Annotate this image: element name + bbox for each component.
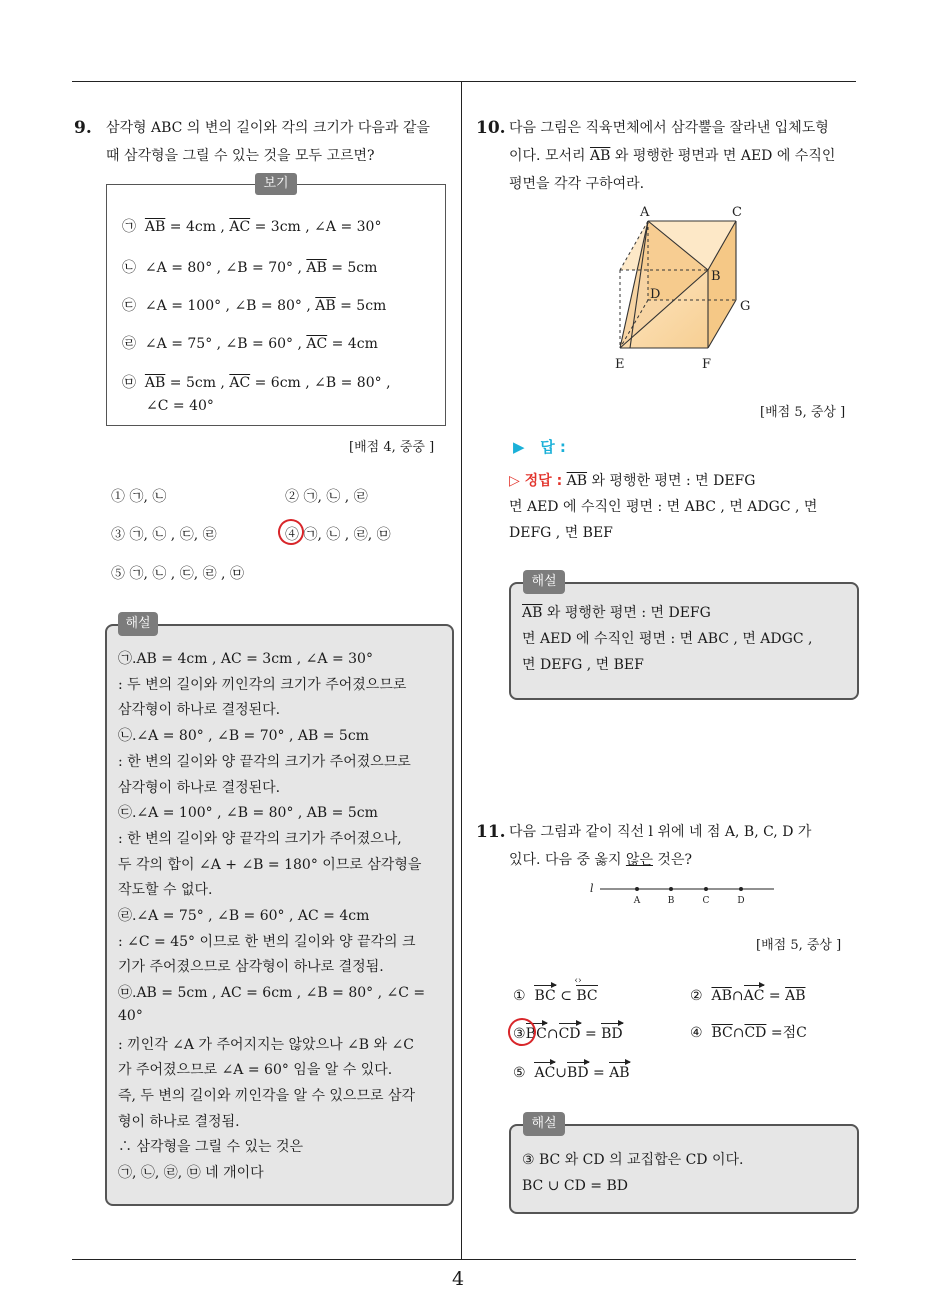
- q9-explanation-line: 작도할 수 없다.: [118, 882, 213, 899]
- point-label-a: A: [633, 896, 641, 906]
- q11-choice-5[interactable]: ⑤ AC∪BD = AB: [513, 1061, 630, 1081]
- q9-explanation-label: 해설: [118, 612, 158, 636]
- q11-line2: 있다. 다음 중 옳지 않은 것은?: [509, 852, 692, 868]
- q9-explanation-line: 기가 주어졌으므로 삼각형이 하나로 결정됨.: [118, 959, 384, 976]
- q11-explanation-label: 해설: [523, 1112, 565, 1136]
- q11-line1: 다음 그림과 같이 직선 l 위에 네 점 A, B, C, D 가: [509, 824, 812, 840]
- q9-explanation-line: : ∠C = 45° 이므로 한 변의 길이와 양 끝각의 크: [118, 933, 416, 950]
- point-d: [739, 887, 743, 891]
- q9-choice-2[interactable]: ② ㉠, ㉡ , ㉣: [285, 489, 368, 505]
- point-label-c: C: [702, 896, 710, 906]
- q9-item-3: ㉢ ∠A = 100° , ∠B = 80° , $\overline{AB} = 5cm$: [122, 298, 387, 314]
- q9-explanation-line: ㉠.AB = 4cm , AC = 3cm , ∠A = 30°: [118, 651, 373, 667]
- q9-choice-5[interactable]: ⑤ ㉠, ㉡ , ㉢, ㉣ , ㉤: [111, 566, 244, 582]
- q9-score: [배점 4, 중중 ]: [349, 440, 435, 455]
- q11-choice-3[interactable]: ③BC∩CD = BD: [513, 1022, 623, 1042]
- q11-choice-4[interactable]: ④ $\overline{BC}\cap\overline{CD}$ =점C: [690, 1025, 807, 1041]
- bottom-rule: [72, 1259, 856, 1260]
- figure-label-f: F: [702, 357, 712, 372]
- answer-arrow-icon: ▶: [513, 438, 525, 456]
- q9-line1: 삼각형 ABC 의 변의 길이와 각의 크기가 다음과 같을: [106, 120, 430, 136]
- figure-label-e: E: [615, 357, 625, 372]
- q9-explanation-line: ㉡.∠A = 80° , ∠B = 70° , AB = 5cm: [118, 728, 369, 745]
- q10-score: [배점 5, 중상 ]: [760, 405, 846, 420]
- q11-number-line: [588, 878, 783, 908]
- q10-answer-row: [513, 436, 566, 457]
- q10-explanation-text: $\overline{AB}$ 와 평행한 평면 : 면 DEFG 면 AED 에 수직인 평면 : 면 ABC , 면 ADGC , 면 DEFG , 면 BEF: [522, 605, 813, 673]
- q9-explanation-line: ㉢.∠A = 100° , ∠B = 80° , AB = 5cm: [118, 805, 378, 822]
- point-label-b: B: [667, 896, 675, 906]
- q9-explanation-line: 가 주어졌으므로 ∠A = 60° 임을 알 수 있다.: [118, 1062, 393, 1079]
- q11-explanation-text: ③ BC 와 CD 의 교집합은 CD 이다. BC ∪ CD = BD: [522, 1152, 744, 1194]
- q9-explanation-line: 형이 하나로 결정됨.: [118, 1113, 240, 1130]
- figure-label-b: B: [711, 269, 721, 284]
- q11-choice-1[interactable]: ① BC ⊂ BC ‹›: [513, 984, 598, 1004]
- q10-line3: 평면을 각각 구하여라.: [509, 176, 645, 192]
- q9-explanation-line: : 한 변의 길이와 양 끝각의 크기가 주어졌으나,: [118, 830, 402, 847]
- q10-solid-figure: [600, 200, 770, 375]
- point-label-d: D: [737, 896, 745, 906]
- answer-label: 답 :: [540, 438, 566, 456]
- q9-item-4: ㉣ ∠A = 75° , ∠B = 60° , $\overline{AC} = 4cm$: [122, 336, 378, 352]
- point-b: [669, 887, 673, 891]
- figure-label-g: G: [740, 299, 751, 314]
- point-c: [704, 887, 708, 891]
- q9-explanation-line: 두 각의 합이 ∠A + ∠B = 180° 이므로 삼각형을: [118, 856, 422, 873]
- q9-bogi-label: 보기: [255, 173, 297, 195]
- top-rule: [72, 81, 856, 82]
- q9-explanation-line: : 끼인각 ∠A 가 주어지지는 않았으나 ∠B 와 ∠C: [118, 1036, 414, 1053]
- figure-label-a: A: [640, 205, 650, 220]
- figure-label-d: D: [650, 287, 661, 302]
- q9-explanation-line: : 한 변의 길이와 양 끝각의 크기가 주어졌으므로: [118, 753, 411, 770]
- q9-explanation-line: : 두 변의 길이와 끼인각의 크기가 주어졌으므로: [118, 676, 407, 693]
- q11-question: [509, 818, 859, 874]
- q9-explanation-line: 40°: [118, 1007, 143, 1024]
- q9-explanation-line: ㉠, ㉡, ㉣, ㉤ 네 개이다: [118, 1165, 264, 1181]
- q10-correct-answer: ▷ 정답 : $\overline{AB}$ 와 평행한 평면 : 면 DEFG 면 AED 에 수직인 평면 : 면 ABC , 면 ADGC , 면 DEFG , 면 BEF: [509, 473, 818, 541]
- q10-explanation-label: 해설: [523, 570, 565, 594]
- q10-question: [509, 114, 859, 198]
- q9-item-5: ㉤ $\overline{AB} = 5cm$ , $\overline{AC} = 6cm$ , ∠B = 80° ,: [122, 375, 391, 391]
- q9-explanation-line: 삼각형이 하나로 결정된다.: [118, 702, 281, 719]
- q11-score: [배점 5, 중상 ]: [756, 938, 842, 953]
- point-a: [635, 887, 639, 891]
- q11-number: 11.: [476, 822, 506, 842]
- q10-number: 10.: [476, 118, 506, 138]
- line-label-l: l: [590, 882, 594, 895]
- q9-explanation-line: ㉤.AB = 5cm , AC = 6cm , ∠B = 80° , ∠C =: [118, 985, 426, 1002]
- q9-explanation-line: 삼각형이 하나로 결정된다.: [118, 779, 281, 796]
- page-number: 4: [452, 1268, 465, 1290]
- q9-explanation-line: 즉, 두 변의 길이와 끼인각을 알 수 있으므로 삼각: [118, 1087, 416, 1104]
- q9-line2: 때 삼각형을 그릴 수 있는 것을 모두 고르면?: [106, 148, 375, 164]
- q9-choice-3[interactable]: ③ ㉠, ㉡ , ㉢, ㉣: [111, 527, 217, 543]
- q10-line2: 이다. 모서리 $\overline{AB}$ 와 평행한 평면과 면 AED 에 수직인: [509, 148, 836, 164]
- column-divider: [461, 82, 462, 1260]
- figure-label-c: C: [732, 205, 742, 220]
- q9-item-5-cont: ∠C = 40°: [146, 398, 214, 414]
- q11-answer-circle-icon: [504, 1014, 540, 1050]
- q10-line1: 다음 그림은 직육면체에서 삼각뿔을 잘라낸 입체도형: [509, 120, 829, 136]
- q9-choice-1[interactable]: ① ㉠, ㉡: [111, 489, 167, 505]
- q9-question: [106, 114, 458, 170]
- q9-explanation-line: ∴ 삼각형을 그릴 수 있는 것은: [118, 1139, 304, 1156]
- correct-label: ▷ 정답 :: [509, 473, 563, 489]
- q11-choice-2[interactable]: ② $\overline{AB}\cap AC = \overline{AB}$: [690, 984, 805, 1004]
- q9-choice-4[interactable]: ④ ㉠, ㉡ , ㉣, ㉤: [285, 527, 391, 543]
- q9-item-1: ㉠ $\overline{AB} = 4cm$ , $\overline{AC} = 3cm$ , ∠A = 30°: [122, 219, 382, 235]
- q9-number: 9.: [74, 118, 92, 138]
- q9-explanation-line: ㉣.∠A = 75° , ∠B = 60° , AC = 4cm: [118, 908, 370, 924]
- q9-item-2: ㉡ ∠A = 80° , ∠B = 70° , $\overline{AB} = 5cm$: [122, 260, 378, 276]
